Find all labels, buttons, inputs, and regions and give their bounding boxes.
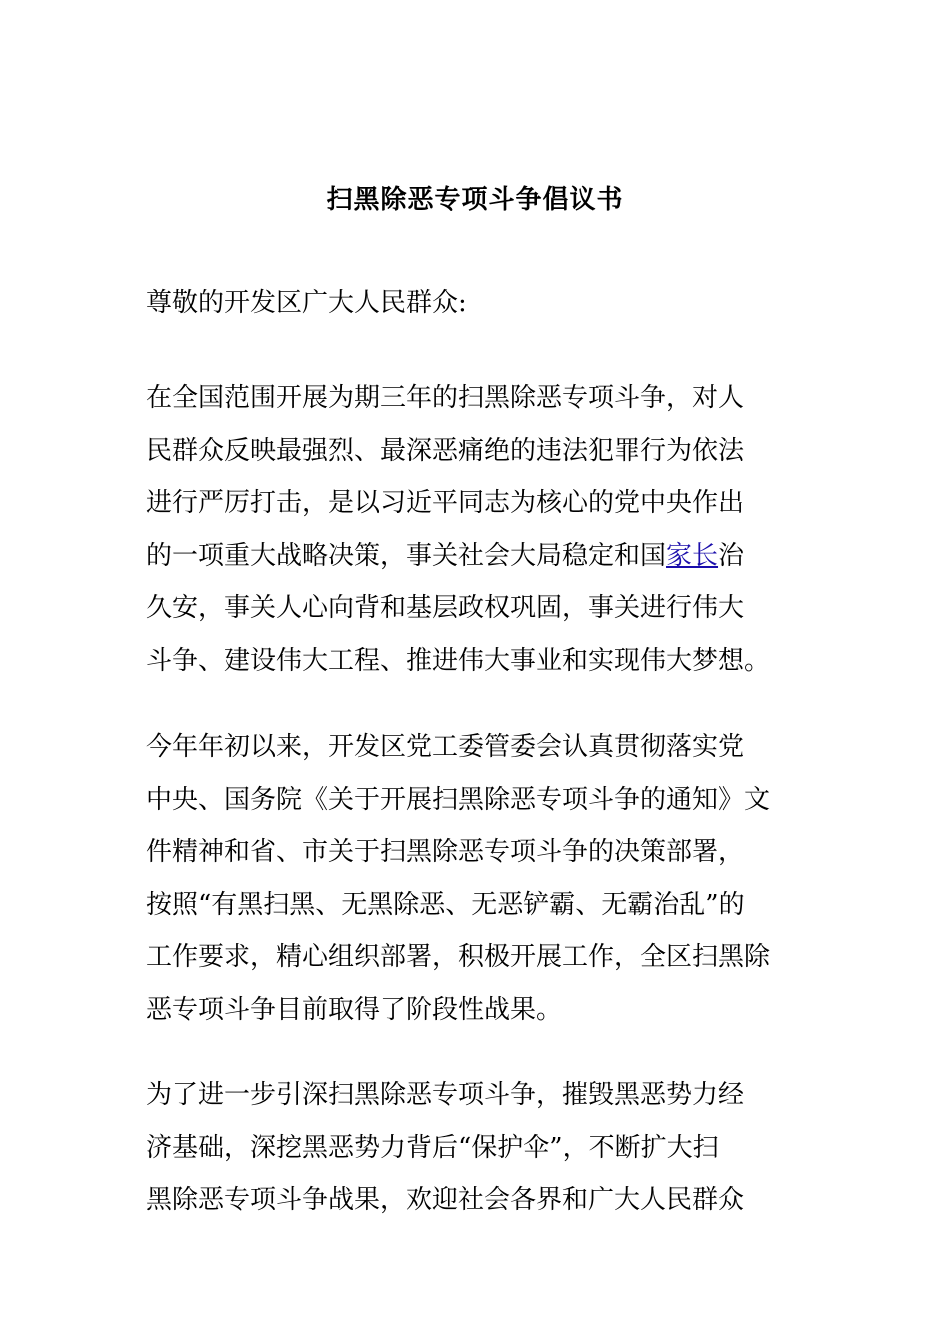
paragraph-3-line-2: 济基础，深挖黑恶势力背后“保护伞”，不断扩大扫	[146, 1132, 719, 1163]
hyperlink[interactable]: 家长	[666, 540, 719, 571]
paragraph-1-line-4-text-after: 治	[718, 540, 745, 571]
paragraph-1-line-4	[146, 530, 816, 583]
paragraph-2-line-5: 工作要求，精心组织部署，积极开展工作，全区扫黑除	[146, 942, 771, 972]
paragraph-1-line-2: 民群众反映最强烈、最深恶痛绝的违法犯罪行为依法	[146, 435, 745, 466]
paragraph-2-line-6: 恶专项斗争目前取得了阶段性战果。	[146, 994, 563, 1025]
document-title: 扫黑除恶专项斗争倡议书	[326, 185, 624, 215]
paragraph-1-line-5: 久安，事关人心向背和基层政权巩固，事关进行伟大	[146, 593, 745, 623]
salutation: 尊敬的开发区广大人民群众:	[146, 288, 467, 318]
paragraph-2-line-4: 按照“有黑扫黑、无黑除恶、无恶铲霸、无霸治乱”的	[146, 889, 745, 920]
paragraph-2	[146, 721, 816, 1036]
paragraph-3-line-3: 黑除恶专项斗争战果，欢迎社会各界和广大人民群众	[146, 1185, 745, 1215]
paragraph-2-line-1: 今年年初以来，开发区党工委管委会认真贯彻落实党	[146, 732, 745, 762]
paragraph-1-line-6: 斗争、建设伟大工程、推进伟大事业和实现伟大梦想。	[146, 645, 771, 676]
paragraph-1	[146, 372, 816, 687]
paragraph-1-line-4-text-before: 的一项重大战略决策，事关社会大局稳定和国	[146, 540, 667, 571]
paragraph-3	[146, 1069, 816, 1227]
paragraph-2-line-3: 件精神和省、市关于扫黑除恶专项斗争的决策部署，	[146, 837, 745, 867]
paragraph-2-line-2: 中央、国务院《关于开展扫黑除恶专项斗争的通知》文	[146, 784, 771, 815]
paragraph-3-line-1: 为了进一步引深扫黑除恶专项斗争，摧毁黑恶势力经	[146, 1080, 745, 1110]
paragraph-1-line-3: 进行严厉打击，是以习近平同志为核心的党中央作出	[146, 488, 745, 518]
paragraph-1-line-1: 在全国范围开展为期三年的扫黑除恶专项斗争，对人	[146, 383, 745, 413]
